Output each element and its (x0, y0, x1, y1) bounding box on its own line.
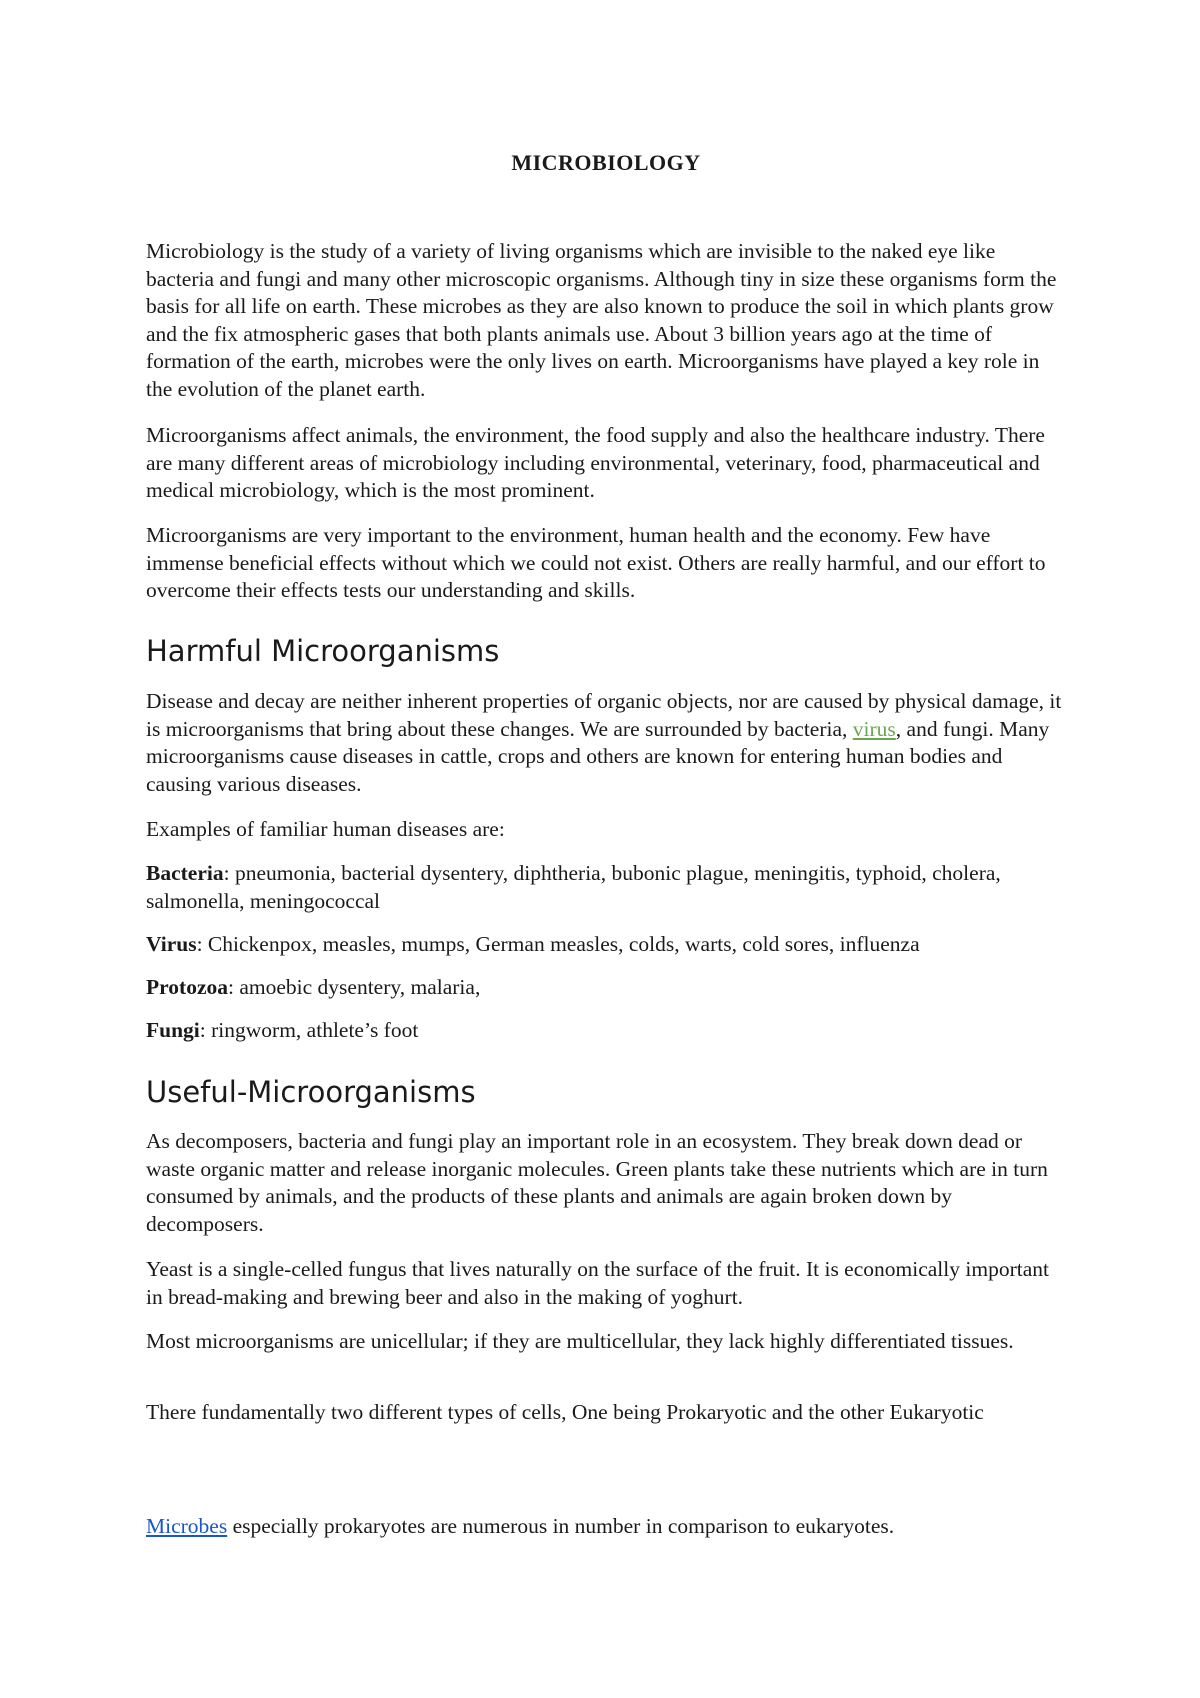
harmful-paragraph (146, 688, 1066, 798)
harmful-text-after: , and fungi. Many microorganisms cause diseases in cattle, crops and others are known for entering human bodies and causing various diseases. (146, 716, 1050, 796)
microbes-text: especially prokaryotes are numerous in number in comparison to eukaryotes. (227, 1514, 895, 1538)
example-label: Bacteria (146, 861, 224, 885)
example-label: Fungi (146, 1018, 200, 1042)
intro-paragraph-2: Microorganisms affect animals, the environment, the food supply and also the healthcare industry. There are many different areas of microbiology including environmental, veterinary, food, pharmaceutical and medical microbiology, which is the most prominent. (146, 423, 1045, 502)
example-virus (146, 931, 1066, 959)
example-label: Virus (146, 932, 197, 956)
microbes-paragraph (146, 1513, 1066, 1541)
harmful-heading: Harmful Microorganisms (146, 634, 500, 668)
example-text: : amoebic dysentery, malaria, (228, 975, 481, 999)
useful-paragraph-3: Most microorganisms are unicellular; if they are multicellular, they lack highly differentiated tissues. (146, 1329, 1014, 1353)
virus-link[interactable]: virus (852, 716, 896, 741)
page-title: MICROBIOLOGY (511, 150, 701, 175)
useful-paragraph-4: There fundamentally two different types of cells, One being Prokaryotic and the other Eukaryotic (146, 1400, 984, 1424)
useful-paragraph-1: As decomposers, bacteria and fungi play an important role in an ecosystem. They break down dead or waste organic matter and release inorganic molecules. Green plants take these nutrients which are in turn consumed by animals, and the products of these plants and animals are again broken down by decomposers. (146, 1129, 1048, 1236)
useful-paragraph-2: Yeast is a single-celled fungus that lives naturally on the surface of the fruit. It is economically important in bread-making and brewing beer and also in the making of yoghurt. (146, 1257, 1049, 1309)
example-text: : ringworm, athlete’s foot (199, 1018, 419, 1042)
intro-paragraph-1: Microbiology is the study of a variety of living organisms which are invisible to the naked eye like bacteria and fungi and many other microscopic organisms. Although tiny in size these organisms form the basis for all life on earth. These microbes as they are also known to produce the soil in which plants grow and the fix atmospheric gases that both plants animals use. About 3 billion years ago at the time of formation of the earth, microbes were the only lives on earth. Microorganisms have played a key role in the evolution of the planet earth. (146, 239, 1057, 401)
example-text: : Chickenpox, measles, mumps, German measles, colds, warts, cold sores, influenza (196, 932, 920, 956)
intro-paragraph-3: Microorganisms are very important to the environment, human health and the economy. Few have immense beneficial effects without which we could not exist. Others are really harmful, and our effort to overcome their effects tests our understanding and skills. (146, 523, 1046, 602)
example-fungi (146, 1017, 1066, 1045)
harmful-text-before: Disease and decay are neither inherent properties of organic objects, nor are caused by physical damage, it is microorganisms that bring about these changes. We are surrounded by bacteria, (146, 689, 1062, 741)
examples-intro: Examples of familiar human diseases are: (146, 817, 505, 841)
example-label: Protozoa (146, 975, 228, 999)
useful-heading: Useful-Microorganisms (146, 1075, 476, 1109)
example-protozoa (146, 974, 1066, 1002)
example-bacteria (146, 860, 1066, 915)
microbes-link[interactable]: Microbes (146, 1514, 228, 1538)
example-text: : pneumonia, bacterial dysentery, diphtheria, bubonic plague, meningitis, typhoid, cholera, salmonella, meningococcal (146, 861, 1001, 913)
